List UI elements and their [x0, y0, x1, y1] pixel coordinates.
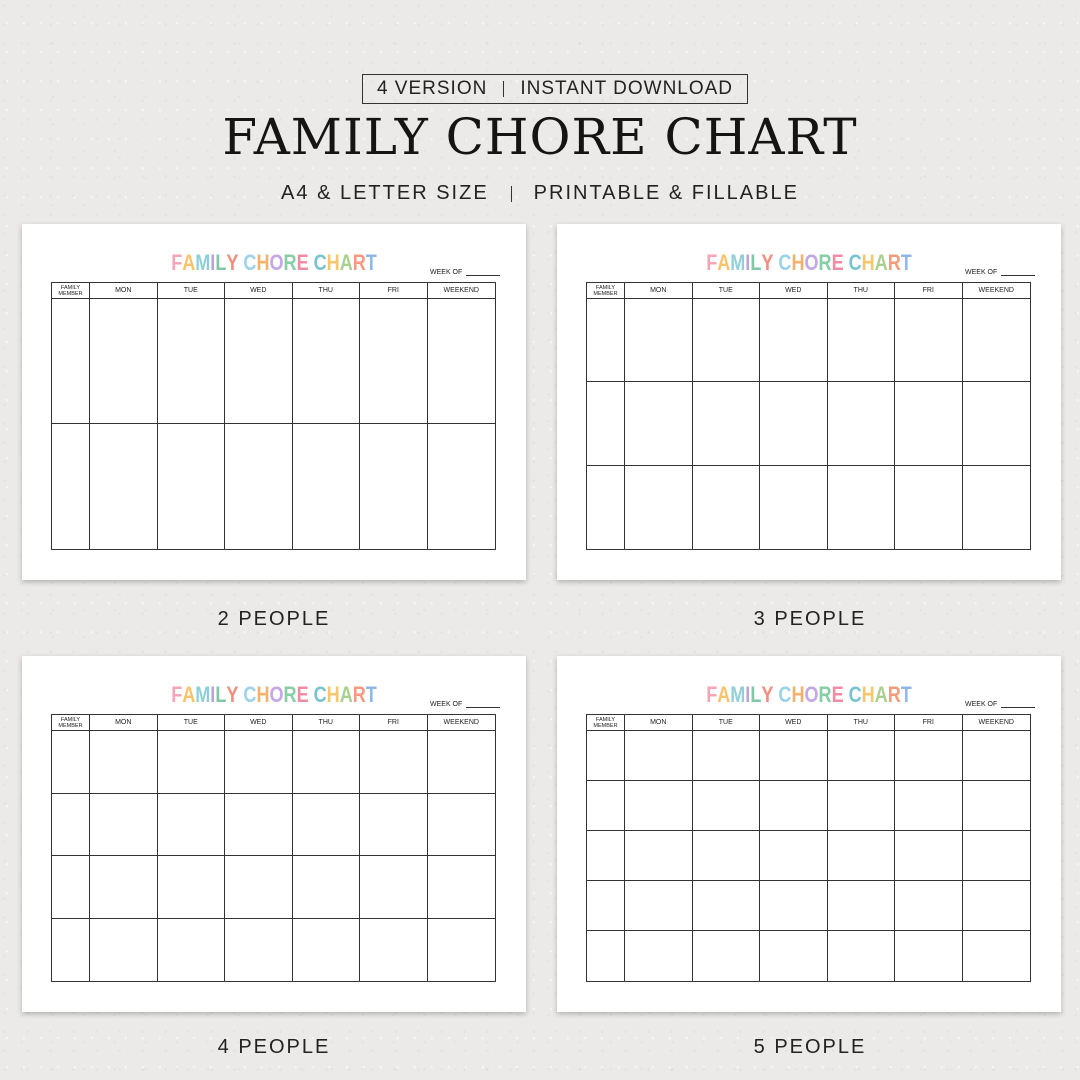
chore-cell[interactable]	[158, 424, 226, 549]
chore-cell[interactable]	[963, 931, 1031, 981]
subtitle-fillable-text: PRINTABLE & FILLABLE	[533, 182, 799, 204]
chore-cell[interactable]	[52, 794, 90, 857]
column-header: TUE	[693, 283, 761, 299]
chore-cell[interactable]	[760, 881, 828, 931]
chore-cell[interactable]	[693, 466, 761, 549]
chore-cell[interactable]	[693, 931, 761, 981]
chore-cell[interactable]	[90, 299, 158, 424]
week-of-field	[965, 700, 1035, 708]
chore-cell[interactable]	[895, 831, 963, 881]
chore-cell[interactable]	[693, 731, 761, 781]
week-of-blank	[1001, 268, 1035, 276]
chore-cell[interactable]	[963, 881, 1031, 931]
column-header: THU	[828, 715, 896, 731]
chore-cell[interactable]	[587, 382, 625, 465]
chart-title: FAMILY CHORE CHART	[171, 682, 377, 707]
chore-cell[interactable]	[225, 731, 293, 794]
chore-chart-card	[22, 224, 526, 580]
column-header: THU	[293, 715, 361, 731]
version-caption: 3 PEOPLE	[753, 608, 867, 630]
week-of-field	[430, 268, 500, 276]
chore-cell[interactable]	[760, 831, 828, 881]
chore-cell[interactable]	[625, 382, 693, 465]
chart-title: FAMILY CHORE CHART	[171, 250, 377, 275]
column-header: FRI	[360, 283, 428, 299]
chore-cell[interactable]	[828, 382, 896, 465]
chore-cell[interactable]	[225, 794, 293, 857]
chore-cell[interactable]	[587, 781, 625, 831]
week-of-blank	[466, 268, 500, 276]
chore-cell[interactable]	[625, 299, 693, 382]
chore-cell[interactable]	[428, 424, 496, 549]
column-header: FRI	[360, 715, 428, 731]
chore-cell[interactable]	[293, 856, 361, 919]
chore-cell[interactable]	[428, 919, 496, 982]
chart-title: FAMILY CHORE CHART	[706, 250, 912, 275]
chore-cell[interactable]	[625, 831, 693, 881]
week-of-label: WEEK OF	[430, 701, 463, 708]
chore-cell[interactable]	[90, 731, 158, 794]
column-header: MON	[625, 283, 693, 299]
chore-cell[interactable]	[52, 856, 90, 919]
chore-cell[interactable]	[360, 731, 428, 794]
chore-cell[interactable]	[760, 931, 828, 981]
chore-cell[interactable]	[293, 424, 361, 549]
version-caption: 5 PEOPLE	[753, 1036, 867, 1058]
column-header: WEEKEND	[963, 283, 1031, 299]
chore-cell[interactable]	[828, 299, 896, 382]
column-header: THU	[293, 283, 361, 299]
column-header: FAMILY MEMBER	[52, 283, 90, 299]
version-caption: 4 PEOPLE	[217, 1036, 331, 1058]
chore-cell[interactable]	[895, 881, 963, 931]
page-title: FAMILY CHORE CHART	[222, 108, 858, 166]
chore-cell[interactable]	[693, 299, 761, 382]
week-of-field	[965, 268, 1035, 276]
chore-cell[interactable]	[587, 831, 625, 881]
chore-cell[interactable]	[895, 299, 963, 382]
chore-cell[interactable]	[158, 919, 226, 982]
column-header: TUE	[158, 283, 226, 299]
chore-cell[interactable]	[760, 382, 828, 465]
chore-cell[interactable]	[52, 299, 90, 424]
chore-cell[interactable]	[895, 382, 963, 465]
chore-cell[interactable]	[625, 731, 693, 781]
subtitle-divider	[511, 186, 512, 202]
chore-cell[interactable]	[90, 856, 158, 919]
chore-cell[interactable]	[52, 919, 90, 982]
column-header: FRI	[895, 715, 963, 731]
chore-cell[interactable]	[293, 299, 361, 424]
chore-cell[interactable]	[293, 794, 361, 857]
chore-cell[interactable]	[225, 919, 293, 982]
chore-cell[interactable]	[360, 299, 428, 424]
chore-cell[interactable]	[895, 466, 963, 549]
chore-cell[interactable]	[90, 919, 158, 982]
chore-cell[interactable]	[828, 831, 896, 881]
chore-cell[interactable]	[428, 856, 496, 919]
chore-cell[interactable]	[293, 919, 361, 982]
subtitle	[0, 182, 1080, 205]
chore-cell[interactable]	[828, 931, 896, 981]
chore-cell[interactable]	[895, 931, 963, 981]
chore-cell[interactable]	[587, 731, 625, 781]
version-caption: 2 PEOPLE	[217, 608, 331, 630]
chore-cell[interactable]	[52, 731, 90, 794]
chore-cell[interactable]	[225, 424, 293, 549]
chore-grid	[586, 714, 1031, 982]
column-header: FAMILY MEMBER	[587, 715, 625, 731]
chore-cell[interactable]	[895, 781, 963, 831]
column-header: TUE	[158, 715, 226, 731]
chore-cell[interactable]	[587, 881, 625, 931]
chore-cell[interactable]	[828, 881, 896, 931]
chore-grid	[51, 282, 496, 550]
chore-cell[interactable]	[963, 731, 1031, 781]
badge-download-text: INSTANT DOWNLOAD	[520, 78, 734, 99]
chore-cell[interactable]	[360, 424, 428, 549]
week-of-label: WEEK OF	[965, 701, 998, 708]
chore-cell[interactable]	[625, 881, 693, 931]
subtitle-size-text: A4 & LETTER SIZE	[281, 182, 489, 204]
column-header: WED	[225, 283, 293, 299]
chore-cell[interactable]	[963, 831, 1031, 881]
column-header: WEEKEND	[428, 715, 496, 731]
week-of-label: WEEK OF	[430, 269, 463, 276]
chore-cell[interactable]	[360, 856, 428, 919]
chore-cell[interactable]	[225, 856, 293, 919]
column-header: THU	[828, 283, 896, 299]
chore-cell[interactable]	[158, 731, 226, 794]
chore-chart-card	[22, 656, 526, 1012]
chore-cell[interactable]	[963, 781, 1031, 831]
chore-cell[interactable]	[158, 794, 226, 857]
column-header: WED	[225, 715, 293, 731]
week-of-label: WEEK OF	[965, 269, 998, 276]
chore-cell[interactable]	[625, 781, 693, 831]
column-header: MON	[90, 715, 158, 731]
chore-grid	[586, 282, 1031, 550]
column-header: WED	[760, 283, 828, 299]
chore-cell[interactable]	[587, 299, 625, 382]
chore-cell[interactable]	[52, 424, 90, 549]
chore-cell[interactable]	[293, 731, 361, 794]
chore-cell[interactable]	[587, 466, 625, 549]
chore-cell[interactable]	[963, 466, 1031, 549]
chart-title: FAMILY CHORE CHART	[706, 682, 912, 707]
chore-cell[interactable]	[693, 881, 761, 931]
chore-cell[interactable]	[760, 466, 828, 549]
column-header: WED	[760, 715, 828, 731]
chore-cell[interactable]	[828, 466, 896, 549]
chore-cell[interactable]	[428, 731, 496, 794]
badge-version-text: 4 VERSION	[376, 78, 488, 99]
version-badge	[362, 74, 748, 104]
column-header: FAMILY MEMBER	[587, 283, 625, 299]
chore-cell[interactable]	[760, 781, 828, 831]
chore-chart-card	[557, 656, 1061, 1012]
chore-cell[interactable]	[760, 731, 828, 781]
chore-cell[interactable]	[158, 856, 226, 919]
column-header: WEEKEND	[963, 715, 1031, 731]
week-of-field	[430, 700, 500, 708]
badge-divider	[503, 81, 504, 97]
chore-cell[interactable]	[963, 382, 1031, 465]
chore-cell[interactable]	[828, 731, 896, 781]
week-of-blank	[466, 700, 500, 708]
chore-cell[interactable]	[828, 781, 896, 831]
chore-cell[interactable]	[625, 466, 693, 549]
column-header: FAMILY MEMBER	[52, 715, 90, 731]
chore-cell[interactable]	[225, 299, 293, 424]
chore-cell[interactable]	[158, 299, 226, 424]
chore-cell[interactable]	[360, 919, 428, 982]
chore-cell[interactable]	[693, 781, 761, 831]
column-header: FRI	[895, 283, 963, 299]
chore-cell[interactable]	[428, 794, 496, 857]
chore-cell[interactable]	[90, 794, 158, 857]
chore-cell[interactable]	[693, 831, 761, 881]
chore-cell[interactable]	[895, 731, 963, 781]
chore-cell[interactable]	[587, 931, 625, 981]
chore-cell[interactable]	[760, 299, 828, 382]
chore-cell[interactable]	[90, 424, 158, 549]
chore-grid	[51, 714, 496, 982]
column-header: TUE	[693, 715, 761, 731]
chore-cell[interactable]	[693, 382, 761, 465]
column-header: WEEKEND	[428, 283, 496, 299]
chore-cell[interactable]	[625, 931, 693, 981]
chore-cell[interactable]	[360, 794, 428, 857]
column-header: MON	[90, 283, 158, 299]
week-of-blank	[1001, 700, 1035, 708]
column-header: MON	[625, 715, 693, 731]
chore-cell[interactable]	[963, 299, 1031, 382]
chore-cell[interactable]	[428, 299, 496, 424]
chore-chart-card	[557, 224, 1061, 580]
